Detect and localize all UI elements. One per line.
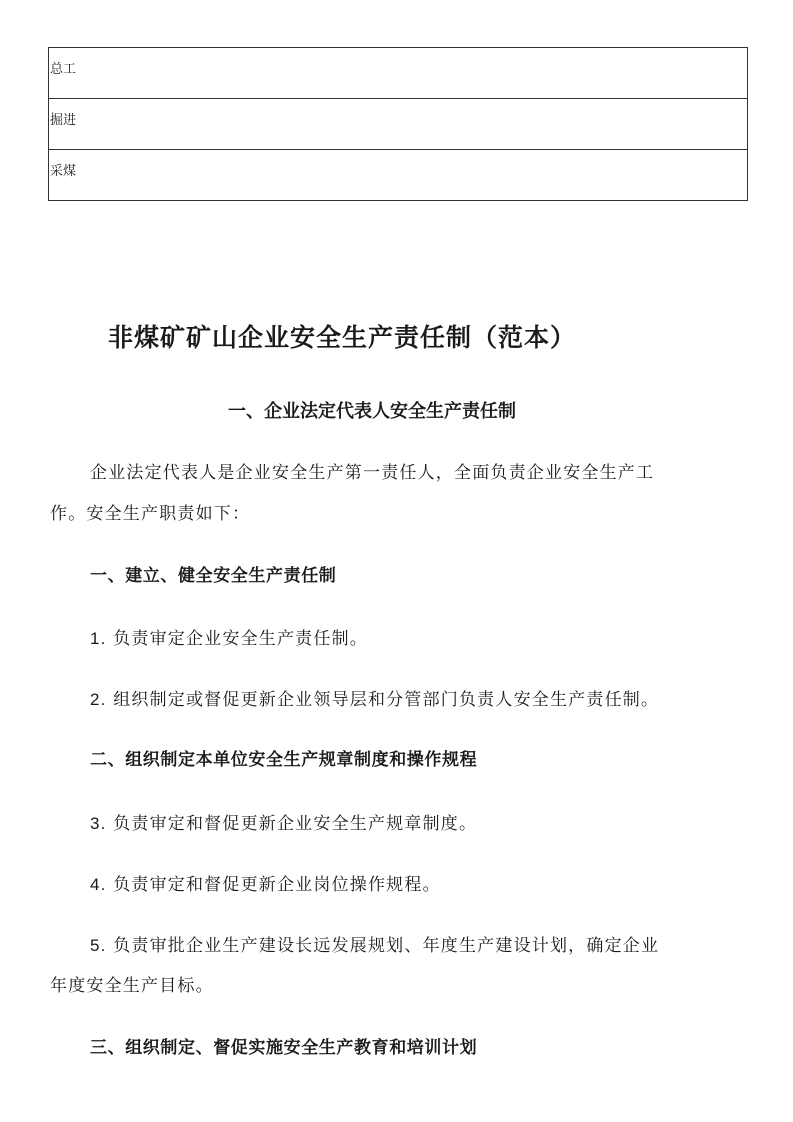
document-title: 非煤矿矿山企业安全生产责任制（范本） [108,323,577,352]
intro-line-1: 企业法定代表人是企业安全生产第一责任人，全面负责企业安全生产工 [90,463,655,483]
intro-line-2: 作。安全生产职责如下： [50,504,251,524]
role-table [48,47,748,201]
table-row [49,99,748,150]
item-text: 负责审批企业生产建设长远发展规划、年度生产建设计划，确定企业 [113,936,660,956]
list-item-4 [90,874,441,896]
table-row [49,150,748,201]
cell-label-tunneling: 掘进 [50,113,77,128]
list-item-2 [90,689,659,711]
cell-label-chief-engineer: 总工 [50,62,77,77]
item-text: 负责审定企业安全生产责任制。 [113,629,368,649]
table-cell [49,99,748,150]
section-subtitle: 一、企业法定代表人安全生产责任制 [228,401,516,422]
item-number: 1. [90,629,107,648]
section-heading-1: 一、建立、健全安全生产责任制 [90,566,337,586]
table-cell [49,150,748,201]
table-row [49,48,748,99]
item-number: 3. [90,814,107,833]
list-item-3 [90,813,477,835]
section-heading-2: 二、组织制定本单位安全生产规章制度和操作规程 [90,750,478,770]
list-item-5 [90,935,659,957]
item-number: 5. [90,936,107,955]
table-cell [49,48,748,99]
section-heading-3: 三、组织制定、督促实施安全生产教育和培训计划 [90,1038,478,1058]
cell-label-coal-mining: 采煤 [50,164,77,179]
list-item-5-continuation: 年度安全生产目标。 [50,976,214,996]
item-number: 4. [90,875,107,894]
item-text: 负责审定和督促更新企业岗位操作规程。 [113,875,441,895]
list-item-1 [90,628,368,650]
item-number: 2. [90,690,107,709]
item-text: 负责审定和督促更新企业安全生产规章制度。 [113,814,478,834]
item-text: 组织制定或督促更新企业领导层和分管部门负责人安全生产责任制。 [113,690,660,710]
